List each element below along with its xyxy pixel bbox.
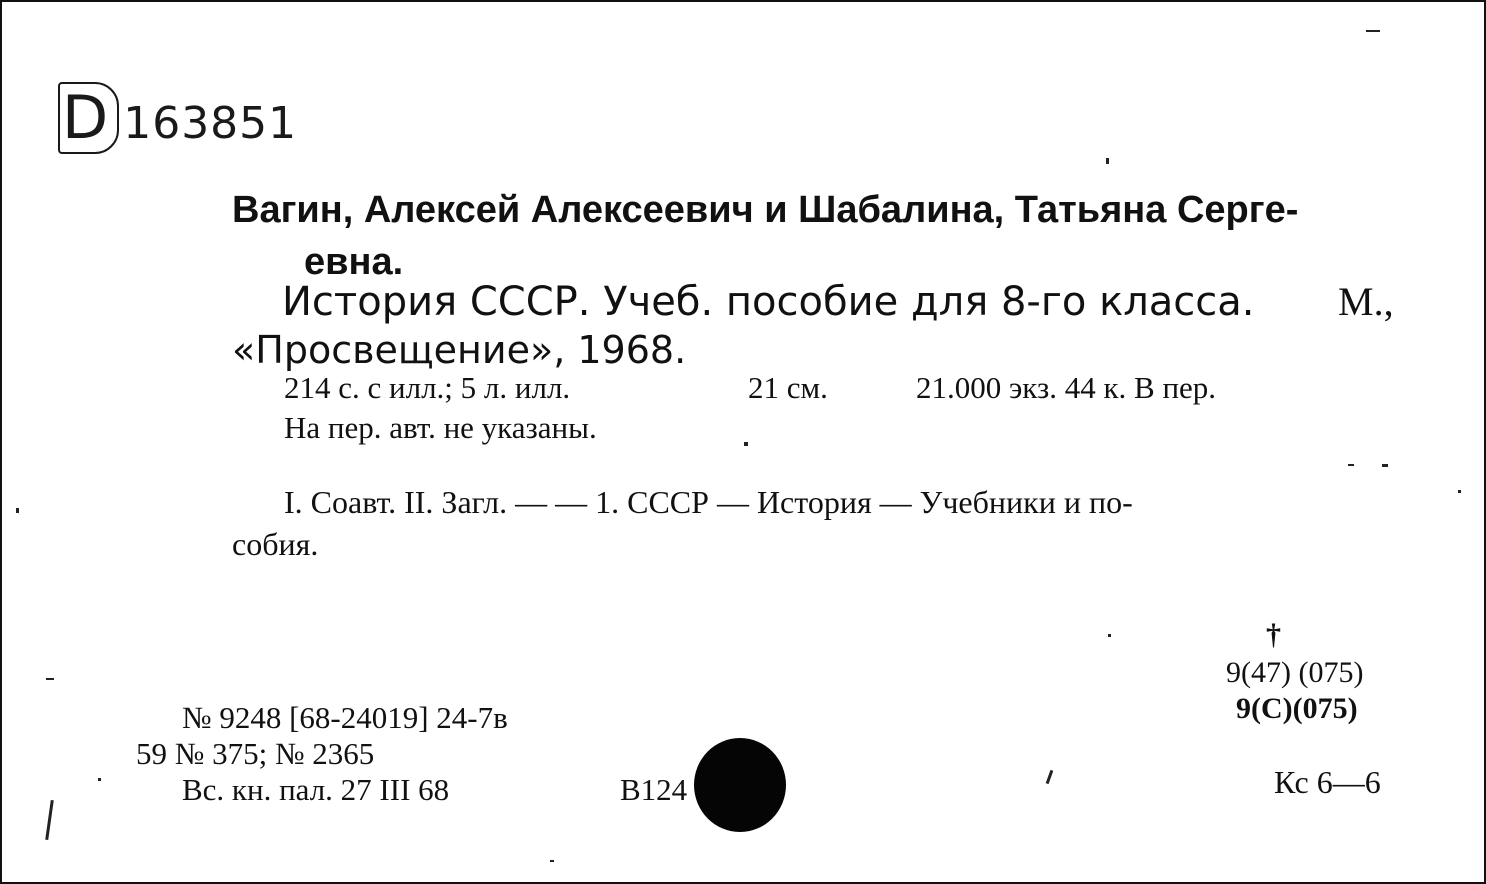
physical-pages: 214 с. с илл.; 5 л. илл.: [284, 370, 571, 405]
bibliographic-note: На пер. авт. не указаны.: [284, 410, 597, 445]
inventory-digits: 163851: [123, 98, 298, 149]
punch-hole: [694, 738, 786, 832]
registration-number: № 9248 [68-24019] 24-7в: [182, 700, 508, 735]
author-heading: Вагин, Алексей Алексеевич и Шабалина, Татьяна Серге-: [232, 189, 1299, 231]
dagger-mark: †: [1266, 618, 1281, 651]
inventory-prefix: D: [58, 82, 119, 154]
scan-speck: [1106, 158, 1109, 164]
tracings-continued: собия.: [232, 526, 319, 562]
scan-speck: [1046, 770, 1054, 784]
classification-mark-2: 9(С)(075): [1236, 692, 1358, 725]
scan-speck: [1108, 634, 1111, 637]
author-heading-continued: евна.: [304, 241, 404, 283]
scan-speck: [45, 800, 54, 840]
publication-place: М.,: [1338, 279, 1394, 324]
physical-copies-price: 21.000 экз. 44 к. В пер.: [916, 370, 1217, 405]
physical-size: 21 см.: [748, 370, 828, 405]
scan-speck: [98, 778, 101, 781]
registration-numbers-secondary: 59 № 375; № 2365: [136, 736, 375, 771]
scan-speck: [744, 442, 748, 446]
classification-mark-1: 9(47) (075): [1226, 656, 1364, 689]
scan-speck: [1348, 464, 1354, 466]
book-chamber-record: Вс. кн. пал. 27 III 68: [182, 772, 450, 807]
scan-speck: [1382, 464, 1388, 467]
scan-speck: [1458, 490, 1461, 493]
scan-speck: [46, 678, 54, 680]
book-title: История СССР. Учеб. пособие для 8-го класса.: [282, 279, 1255, 325]
scan-speck: [550, 860, 554, 862]
scan-speck: [1366, 30, 1380, 32]
tracings: I. Соавт. II. Загл. — — 1. СССР — История — Учебники и по-: [284, 484, 1133, 520]
inventory-number: [58, 82, 297, 154]
publisher-year: «Просвещение», 1968.: [232, 328, 687, 372]
scan-speck: [16, 508, 19, 513]
stamp-code: В124: [620, 772, 688, 807]
shelf-mark: Кс 6—6: [1274, 764, 1381, 800]
